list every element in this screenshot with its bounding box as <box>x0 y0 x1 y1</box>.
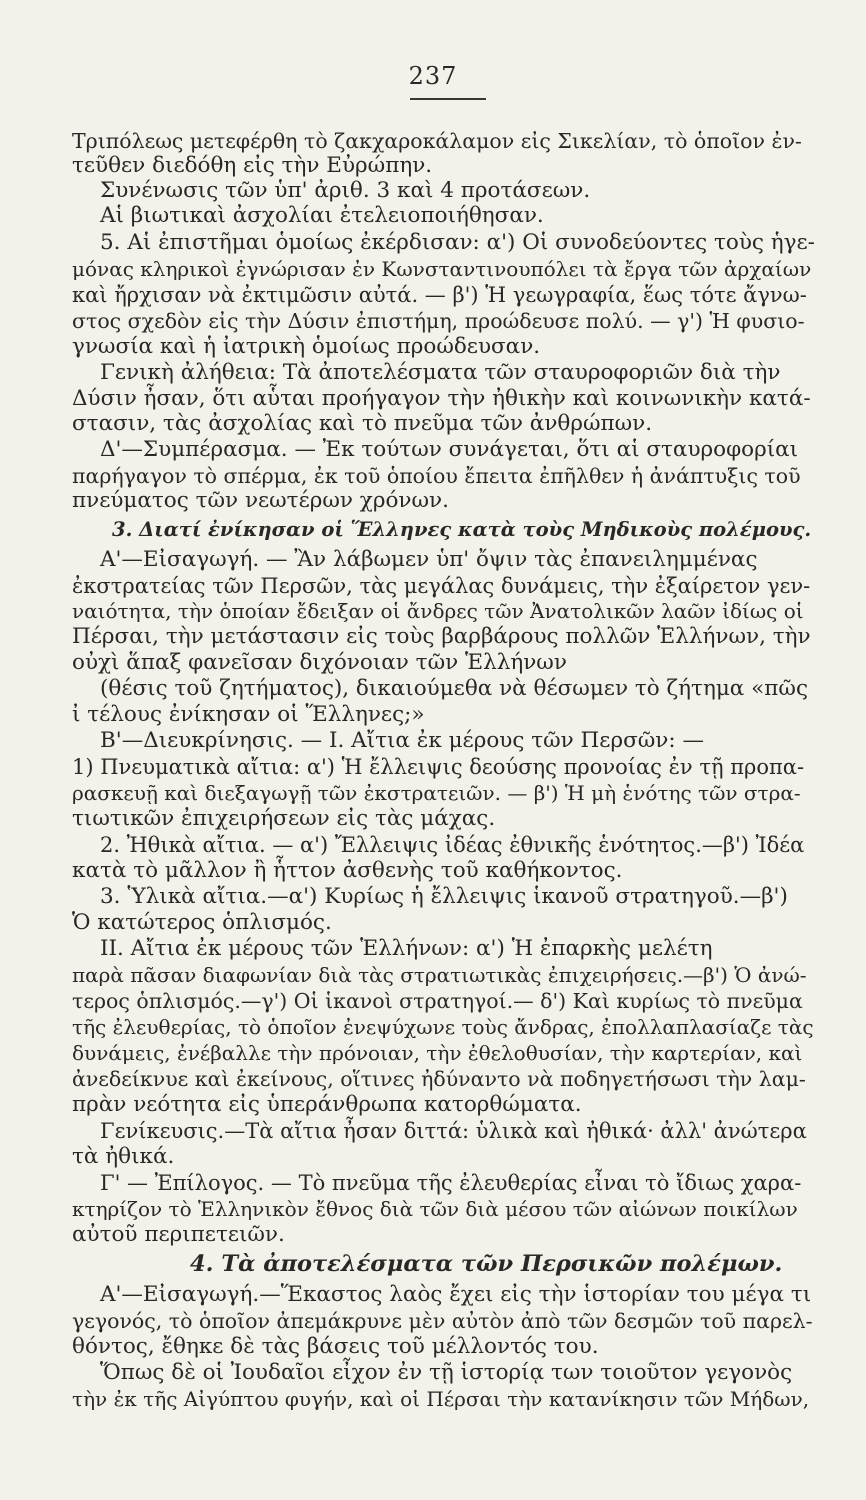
text-line: τεῦθεν διεδόθη εἰς τὴν Εὐρώπην. <box>72 153 433 178</box>
section-heading: 3. Διατί ἐνίκησαν οἱ Ἕλληνες κατὰ τοὺς Μηδικοὺς πολέμους. <box>112 518 812 541</box>
text-line: κατὰ τὸ μᾶλλον ἢ ἧττον ἀσθενὴς τοῦ καθήκοντος. <box>72 858 623 883</box>
text-line: Δ'—Συμπέρασμα. — Ἐκ τούτων συνάγεται, ὅτι αἱ σταυροφορίαι <box>100 437 799 462</box>
text-line: παρὰ πᾶσαν διαφωνίαν διὰ τὰς στρατιωτικὰς ἐπιχειρήσεις.—β') Ὁ ἀνώ- <box>72 963 807 987</box>
text-line: αὐτοῦ περιπετειῶν. <box>72 1222 285 1247</box>
text-line: Β'—Διευκρίνησις. — Ι. Αἴτια ἐκ μέρους τῶν Περσῶν: — <box>100 728 704 753</box>
text-line: 3. Ὑλικὰ αἴτια.—α') Κυρίως ἡ ἔλλειψις ἱκανοῦ στρατηγοῦ.—β') <box>100 884 788 909</box>
text-line: 1) Πνευματικὰ αἴτια: α') Ἡ ἔλλειψις δεούσης προνοίας ἐν τῇ προπα- <box>72 755 805 779</box>
text-line: γεγονός, τὸ ὁποῖον ἀπεμάκρυνε μὲν αὐτὸν ἀπὸ τῶν δεσμῶν τοῦ παρελ- <box>72 1309 813 1333</box>
text-line: τὴν ἐκ τῆς Αἰγύπτου φυγήν, καὶ οἱ Πέρσαι τὴν κατανίκησιν τῶν Μήδων, <box>72 1387 810 1411</box>
page-number: 237 <box>408 62 458 90</box>
text-line: τὰ ἠθικά. <box>72 1144 175 1169</box>
text-line: Αἱ βιωτικαὶ ἀσχολίαι ἐτελειοποιήθησαν. <box>100 203 544 228</box>
text-line: Συνένωσις τῶν ὑπ' ἀριθ. 3 καὶ 4 προτάσεων. <box>100 178 591 203</box>
text-line: κτηρίζον τὸ Ἑλληνικὸν ἔθνος διὰ τῶν διὰ μέσου τῶν αἰώνων ποικίλων <box>72 1197 798 1221</box>
text-line: ΙΙ. Αἴτια ἐκ μέρους τῶν Ἑλλήνων: α') Ἡ ἐπαρκὴς μελέτη <box>100 936 713 961</box>
text-line: Γενίκευσις.—Τὰ αἴτια ἦσαν διττά: ὑλικὰ καὶ ἠθικά· ἀλλ' ἀνώτερα <box>100 1119 807 1143</box>
text-line: ναιότητα, τὴν ὁποίαν ἔδειξαν οἱ ἄνδρες τῶν Ἀνατολικῶν λαῶν ἰδίως οἱ <box>72 599 804 623</box>
text-line: ἐκστρατείας τῶν Περσῶν, τὰς μεγάλας δυνάμεις, τὴν ἐξαίρετον γεν- <box>72 574 811 598</box>
text-line: ρασκευῇ καὶ διεξαγωγῇ τῶν ἐκστρατειῶν. — β') Ἡ μὴ ἑνότης τῶν στρα- <box>72 781 801 805</box>
text-line: τιωτικῶν ἐπιχειρήσεων εἰς τὰς μάχας. <box>72 806 496 831</box>
text-line: πρὰν νεότητα εἰς ὑπεράνθρωπα κατορθώματα. <box>72 1092 582 1117</box>
text-line: δυνάμεις, ἐνέβαλλε τὴν πρόνοιαν, τὴν ἐθελοθυσίαν, τὴν καρτερίαν, καὶ <box>72 1041 803 1065</box>
text-line: (θέσις τοῦ ζητήματος), δικαιούμεθα νὰ θέσωμεν τὸ ζήτημα «πῶς <box>100 676 809 701</box>
page-number-rule <box>410 98 486 100</box>
section-heading: 4. Τὰ ἀποτελέσματα τῶν Περσικῶν πολέμων. <box>190 1251 783 1277</box>
text-line: τῆς ἐλευθερίας, τὸ ὁποῖον ἐνεψύχωνε τοὺς ἄνδρας, ἐπολλαπλασίαζε τὰς <box>72 1015 814 1039</box>
text-line: θόντος, ἔθηκε δὲ τὰς βάσεις τοῦ μέλλοντός του. <box>72 1334 599 1359</box>
text-line: οὐχὶ ἅπαξ φανεῖσαν διχόνοιαν τῶν Ἑλλήνων <box>72 650 567 675</box>
text-line: Πέρσαι, τὴν μετάστασιν εἰς τοὺς βαρβάρους πολλῶν Ἑλλήνων, τὴν <box>72 624 811 649</box>
text-line: στος σχεδὸν εἰς τὴν Δύσιν ἐπιστήμη, προώδευσε πολύ. — γ') Ἡ φυσιο- <box>72 309 805 333</box>
text-line: Γ' — Ἐπίλογος. — Τὸ πνεῦμα τῆς ἐλευθερίας εἶναι τὸ ἴδιως χαρα- <box>100 1171 802 1195</box>
text-line: Ὁ κατώτερος ὁπλισμός. <box>72 910 332 935</box>
text-line: 5. Αἱ ἐπιστῆμαι ὁμοίως ἐκέρδισαν: α') Οἱ συνοδεύοντες τοὺς ἡγε- <box>100 230 815 255</box>
text-line: ἰ τέλους ἐνίκησαν οἱ Ἕλληνες;» <box>72 702 425 727</box>
text-line: Α'—Εἰσαγωγή.—Ἕκαστος λαὸς ἔχει εἰς τὴν ἱστορίαν του μέγα τι <box>100 1282 812 1307</box>
text-line: Δύσιν ἦσαν, ὅτι αὗται προήγαγον τὴν ἠθικὴν καὶ κοινωνικὴν κατά- <box>72 386 811 411</box>
text-line: Α'—Εἰσαγωγή. — Ἂν λάβωμεν ὑπ' ὄψιν τὰς ἐπανειλημμένας <box>100 547 758 572</box>
text-line: στασιν, τὰς ἀσχολίας καὶ τὸ πνεῦμα τῶν ἀνθρώπων. <box>72 411 653 436</box>
text-line: μόνας κληρικοὶ ἐγνώρισαν ἐν Κωνσταντινουπόλει τὰ ἔργα τῶν ἀρχαίων <box>72 257 812 281</box>
text-line: ἀνεδείκνυε καὶ ἐκείνους, οἵτινες ἠδύναντο νὰ ποδηγετήσωσι τὴν λαμ- <box>72 1067 806 1091</box>
text-line: παρήγαγον τὸ σπέρμα, ἐκ τοῦ ὁποίου ἔπειτα ἐπῆλθεν ἡ ἀνάπτυξις τοῦ <box>72 464 801 488</box>
text-line: Τριπόλεως μετεφέρθη τὸ ζακχαροκάλαμον εἰς Σικελίαν, τὸ ὁποῖον ἐν- <box>72 129 802 153</box>
text-line: 2. Ἠθικὰ αἴτια. — α') Ἔλλειψις ἰδέας ἐθνικῆς ἑνότητος.—β') Ἰδέα <box>100 833 805 857</box>
text-line: Γενικὴ ἀλήθεια: Τὰ ἀποτελέσματα τῶν σταυροφοριῶν διὰ τὴν <box>100 360 781 385</box>
text-line: καὶ ἤρχισαν νὰ ἐκτιμῶσιν αὐτά. — β') Ἡ γεωγραφία, ἕως τότε ἄγνω- <box>72 283 807 307</box>
text-line: πνεύματος τῶν νεωτέρων χρόνων. <box>72 488 449 513</box>
text-line: γνωσία καὶ ἡ ἰατρικὴ ὁμοίως προώδευσαν. <box>72 334 541 359</box>
text-line: τερος ὁπλισμός.—γ') Οἱ ἱκανοὶ στρατηγοί.— δ') Καὶ κυρίως τὸ πνεῦμα <box>72 989 803 1013</box>
text-line: Ὅπως δὲ οἱ Ἰουδαῖοι εἶχον ἐν τῇ ἱστορίᾳ των τοιοῦτον γεγονὸς <box>100 1360 793 1385</box>
